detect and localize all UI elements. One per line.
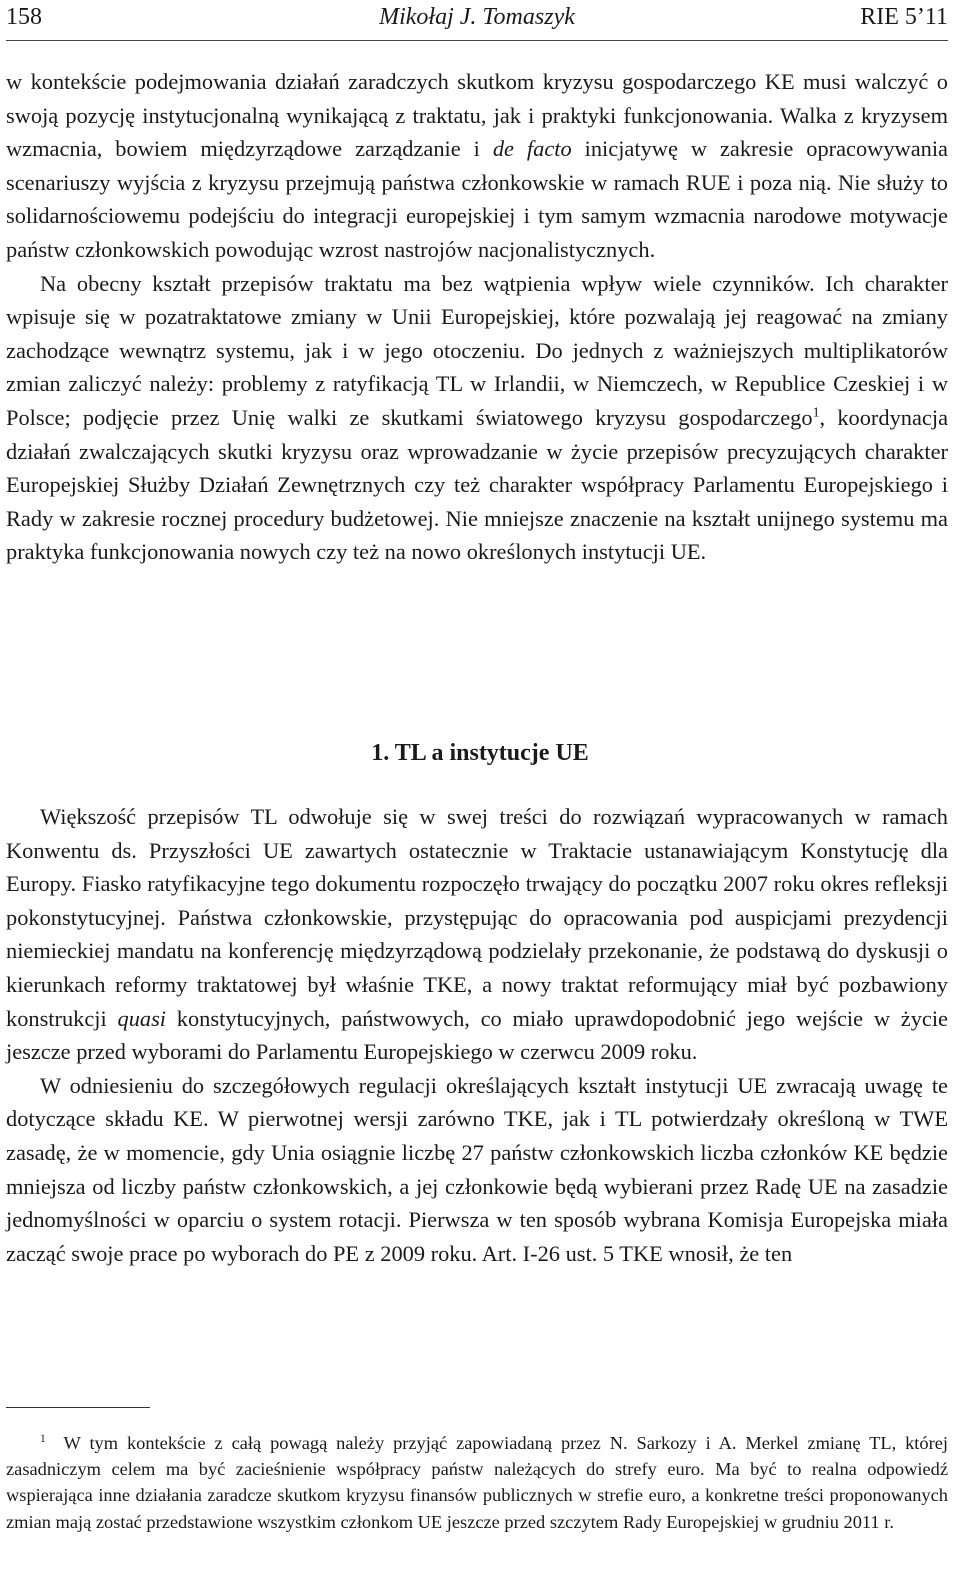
paragraph [6, 65, 948, 267]
paragraph [6, 800, 948, 1069]
section-1-text [6, 65, 948, 569]
text-run: w kontekście podejmowania działań zaradczych skutkom kryzysu gospodarczego KE musi walczyć o swoją pozycję instytucjonalną wynikającą z traktatu, jak i praktyki funkcjonowania. Walka z kryzysem wzmacnia, bowiem międzyrządowe zarządzanie i [6, 69, 948, 162]
footnote [6, 1430, 948, 1535]
text-run: inicjatywę w zakresie opracowywania scenariuszy wyjścia z kryzysu przejmują państwa członkowskie w ramach RUE i poza nią. Nie służy to solidarnościowemu podejściu do integracji europejskiej i tym samym wzmacnia narodowe motywacje państw członkowskich powodując wzrost nastrojów nacjonalistycznych. [6, 136, 948, 262]
italic-term: de facto [492, 136, 572, 162]
italic-term: quasi [117, 1005, 167, 1031]
page-number: 158 [6, 4, 42, 30]
text-run: konstytucyjnych, państwowych, co miało uprawdopodobnić jego wejście w życie jeszcze przed wyborami do Parlamentu Europejskiego w czerwcu 2009 roku. [6, 1005, 948, 1065]
header-rule [6, 40, 948, 41]
running-header [6, 0, 948, 34]
text-run: Na obecny kształt przepisów traktatu ma bez wątpienia wpływ wiele czynników. Ich charakter wpisuje się w pozatraktatowe zmiany w Unii Europejskiej, które pozwalają jej reagować na zmiany zachodzące wewnątrz systemu, jak i w jego otoczeniu. Do jednych z ważniejszych multiplikatorów zmian zaliczyć należy: problemy z ratyfikacją TL w Irlandii, w Niemczech, w Republice Czeskiej i w Polsce; podjęcie przez Unię walki ze skutkami światowego kryzysu gospodarczego [6, 270, 948, 430]
section-heading: 1. TL a instytucje UE [371, 740, 589, 766]
paragraph: W odniesieniu do szczegółowych regulacji określających kształt instytucji UE zwracają uwagę te dotyczące składu KE. W pierwotnej wersji zarówno TKE, jak i TL potwierdzały określoną w TWE zasadę, że w momencie, gdy Unia osiągnie liczbę 27 państw członkowskich liczba członków KE będzie mniejsza od liczby państw członkowskich, a jej członkowie będą wybierani przez Radę UE na zasadzie jednomyślności w oparciu o system rotacji. Pierwsza w ten sposób wybrana Komisja Europejska miała zacząć swoje prace po wyborach do PE z 2009 roku. Art. I-26 ust. 5 TKE wnosił, że ten [6, 1072, 948, 1266]
paragraph [6, 267, 948, 569]
footnote-marker: 1 [40, 1432, 46, 1445]
running-journal: RIE 5’11 [860, 4, 948, 30]
text-run: Większość przepisów TL odwołuje się w swej treści do rozwiązań wypracowanych w ramach Konwentu ds. Przyszłości UE zawartych ostatecznie w Traktacie ustanawiającym Konstytucję dla Europy. Fiasko ratyfikacyjne tego dokumentu rozpoczęło trwający do początku 2007 roku okres refleksji pokonstytucyjnej. Państwa członkowskie, przystępując do opracowania pod auspicjami prezydencji niemieckiej mandatu na konferencję międzyrządową podzielały przekonanie, że podstawą do dyskusji o kierunkach reformy traktatowej był właśnie TKE, a nowy traktat reformujący miał być pozbawiony konstrukcji [6, 804, 948, 1031]
running-author: Mikołaj J. Tomaszyk [379, 4, 575, 30]
footnote-paragraph [6, 1430, 948, 1535]
footnote-ref[interactable]: 1 [812, 405, 820, 421]
footnote-rule [6, 1407, 150, 1408]
section-2-text [6, 800, 948, 1270]
text-run: , koordynacja działań zwalczających skutki kryzysu oraz wprowadzanie w życie przepisów precyzujących charakter Europejskiej Służby Działań Zewnętrznych czy też charakter współpracy Parlamentu Europejskiego i Rady w zakresie rocznej procedury budżetowej. Nie mniejsze znaczenie na kształt unijnego systemu ma praktyka funkcjonowania nowych czy też na nowo określonych instytucji UE. [6, 404, 949, 565]
footnote-text: W tym kontekście z całą powagą należy przyjąć zapowiadaną przez N. Sarkozy i A. Merkel zmianę TL, której zasadniczym celem ma być zacieśnienie współpracy państw należących do strefy euro. Ma być to realna odpowiedź wspierająca inne działania zaradcze skutkom kryzysu finansów publicznych w strefie euro, a konkretne treści proponowanych zmian mają zostać przedstawione wszystkim członkom UE jeszcze przed szczytem Rady Europejskiej w grudniu 2011 r. [6, 1433, 948, 1532]
